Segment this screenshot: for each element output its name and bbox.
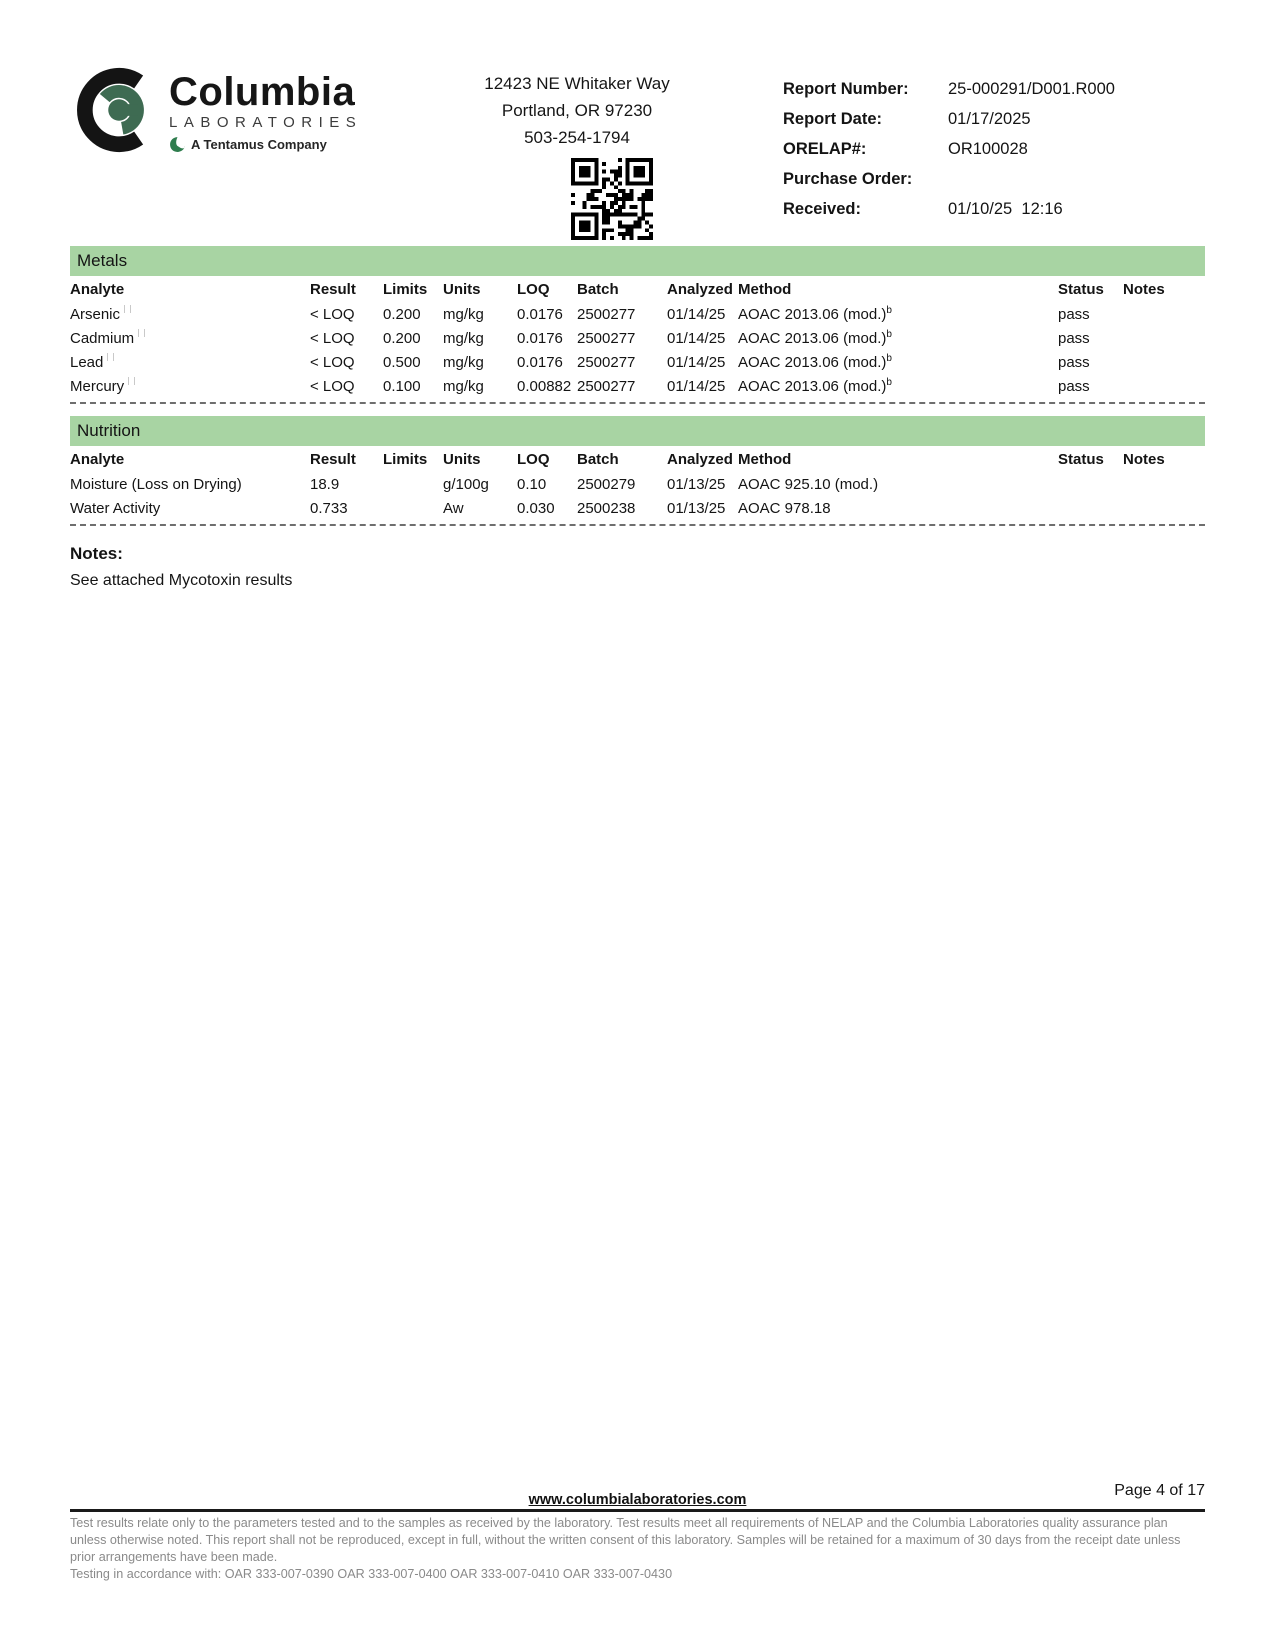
cell-result: < LOQ [310, 305, 355, 323]
footer-rule [70, 1509, 1205, 1512]
cell-units: Aw [443, 499, 464, 517]
cell-analyzed: 01/13/25 [667, 499, 726, 517]
notes-body: See attached Mycotoxin results [70, 572, 293, 589]
cell-batch: 2500277 [577, 305, 636, 323]
brand-tagline: A Tentamus Company [191, 137, 327, 152]
col-analyte: Analyte [70, 280, 125, 298]
cell-result: 0.733 [310, 499, 348, 517]
table-row-mercury [70, 374, 1205, 398]
col-status: Status [1058, 280, 1104, 298]
table-row-cadmium [70, 326, 1205, 350]
cell-loq: 0.0176 [517, 305, 563, 323]
cell-batch: 2500238 [577, 499, 636, 517]
col-loq: LOQ [517, 280, 550, 298]
footnote-mark [128, 377, 135, 385]
col-method: Method [738, 280, 792, 298]
cell-status: pass [1058, 329, 1090, 347]
cell-analyzed: 01/13/25 [667, 475, 726, 493]
cell-status: pass [1058, 305, 1090, 323]
report-info-row [783, 134, 1203, 164]
received-value: 01/10/25 12:16 [948, 199, 1063, 218]
cell-limits: 0.200 [383, 329, 421, 347]
metals-column-headers [70, 276, 1205, 302]
cell-units: mg/kg [443, 377, 484, 395]
address-line1: 12423 NE Whitaker Way [484, 74, 670, 93]
cell-analyte: Moisture (Loss on Drying) [70, 475, 242, 493]
nutrition-column-headers [70, 446, 1205, 472]
report-info-row [783, 104, 1203, 134]
cell-method: AOAC 925.10 (mod.) [738, 475, 879, 493]
cell-batch: 2500277 [577, 377, 636, 395]
cell-status: pass [1058, 353, 1090, 371]
cell-loq: 0.0176 [517, 353, 563, 371]
disclaimer-line: unless otherwise noted. This report shall not be reproduced, except in full, without the written consent of this laboratory. Samples will be retained for a maximum of 30 days from the receipt date unless [70, 1533, 1181, 1547]
cell-loq: 0.10 [517, 475, 547, 493]
report-info-row [783, 164, 1203, 194]
table-row-arsenic [70, 302, 1205, 326]
col-notes: Notes [1123, 450, 1165, 468]
cell-analyte: Mercury [70, 377, 310, 395]
cell-method: AOAC 2013.06 $(mod.)^b$ [738, 304, 892, 323]
cell-method: AOAC 2013.06 $(mod.)^b$ [738, 328, 892, 347]
col-limits: Limits [383, 450, 428, 468]
cell-limits: 0.200 [383, 305, 421, 323]
section-header-nutrition: Nutrition [70, 416, 1205, 446]
disclaimer-line: Testing in accordance with: OAR 333-007-0390 OAR 333-007-0400 OAR 333-007-0410 OAR 333-007-0430 [70, 1567, 673, 1581]
disclaimer-line: prior arrangements have been made. [70, 1550, 278, 1564]
footnote-mark [124, 305, 131, 313]
table-row-moisture [70, 472, 1205, 496]
cell-analyte: Water Activity [70, 499, 161, 517]
purchase-order-label: Purchase Order: [783, 169, 913, 188]
website-link[interactable]: www.columbialaboratories.com [528, 1492, 747, 1508]
qr-code [571, 158, 653, 240]
page-footer [70, 1482, 1205, 1583]
footer-disclaimer [70, 1515, 1205, 1583]
address-phone: 503-254-1794 [524, 128, 630, 147]
orelap-label: ORELAP#: [783, 139, 867, 158]
cell-result: < LOQ [310, 353, 355, 371]
report-number-label: Report Number: [783, 79, 909, 98]
col-batch: Batch [577, 450, 619, 468]
cell-result: < LOQ [310, 329, 355, 347]
col-limits: Limits [383, 280, 428, 298]
cell-batch: 2500279 [577, 475, 636, 493]
section-divider [70, 524, 1205, 526]
cell-result: 18.9 [310, 475, 340, 493]
report-info [783, 74, 1203, 224]
col-units: Units [443, 450, 481, 468]
report-date-label: Report Date: [783, 109, 883, 128]
cell-status: pass [1058, 377, 1090, 395]
col-analyzed: Analyzed [667, 280, 733, 298]
disclaimer-line: Test results relate only to the parameters tested and to the samples as received by the laboratory. Test results meet all requirements of NELAP and the Columbia Laboratories quality assurance plan [70, 1516, 1168, 1530]
results-tables [70, 246, 1205, 590]
cell-units: mg/kg [443, 305, 484, 323]
cell-loq: 0.0176 [517, 329, 563, 347]
table-row-water-activity [70, 496, 1205, 520]
cell-method: AOAC 978.18 [738, 499, 831, 517]
cell-units: mg/kg [443, 353, 484, 371]
col-notes: Notes [1123, 280, 1165, 298]
cell-analyte: Cadmium [70, 329, 310, 347]
cell-method: AOAC 2013.06 $(mod.)^b$ [738, 352, 892, 371]
cell-analyzed: 01/14/25 [667, 377, 726, 395]
cell-analyte: Arsenic [70, 305, 310, 323]
cell-method: AOAC 2013.06 $(mod.)^b$ [738, 376, 892, 395]
cell-batch: 2500277 [577, 353, 636, 371]
footnote-mark [107, 353, 114, 361]
col-status: Status [1058, 450, 1104, 468]
address-line2: Portland, OR 97230 [501, 101, 653, 120]
cell-analyte: Lead [70, 353, 310, 371]
section-header-metals: Metals [70, 246, 1205, 276]
orelap-value: OR100028 [948, 139, 1028, 158]
col-units: Units [443, 280, 481, 298]
columbia-logo-icon [75, 66, 163, 154]
report-number-value: 25-000291/D001.R000 [948, 79, 1115, 98]
col-batch: Batch [577, 280, 619, 298]
cell-limits: 0.500 [383, 353, 421, 371]
col-analyzed: Analyzed [667, 450, 733, 468]
received-label: Received: [783, 199, 861, 218]
lab-address [437, 70, 717, 151]
cell-loq: 0.00882 [517, 377, 572, 395]
table-row-lead [70, 350, 1205, 374]
page-number: Page 4 of 17 [1114, 1482, 1205, 1499]
tentamus-leaf-icon [169, 136, 186, 153]
cell-analyzed: 01/14/25 [667, 329, 726, 347]
cell-result: < LOQ [310, 377, 355, 395]
brand-name: Columbia [169, 70, 356, 114]
report-date-value: 01/17/2025 [948, 109, 1031, 128]
brand-subtitle: LABORATORIES [169, 114, 363, 131]
col-result: Result [310, 450, 356, 468]
cell-loq: 0.030 [517, 499, 555, 517]
report-info-row [783, 194, 1203, 224]
col-result: Result [310, 280, 356, 298]
cell-analyzed: 01/14/25 [667, 305, 726, 323]
col-analyte: Analyte [70, 450, 125, 468]
footnote-mark [138, 329, 145, 337]
col-loq: LOQ [517, 450, 550, 468]
notes-title: Notes: [70, 544, 123, 563]
cell-batch: 2500277 [577, 329, 636, 347]
cell-units: mg/kg [443, 329, 484, 347]
cell-units: g/100g [443, 475, 489, 493]
report-info-row [783, 74, 1203, 104]
col-method: Method [738, 450, 792, 468]
cell-analyzed: 01/14/25 [667, 353, 726, 371]
columbia-logo [75, 66, 362, 154]
cell-limits: 0.100 [383, 377, 421, 395]
